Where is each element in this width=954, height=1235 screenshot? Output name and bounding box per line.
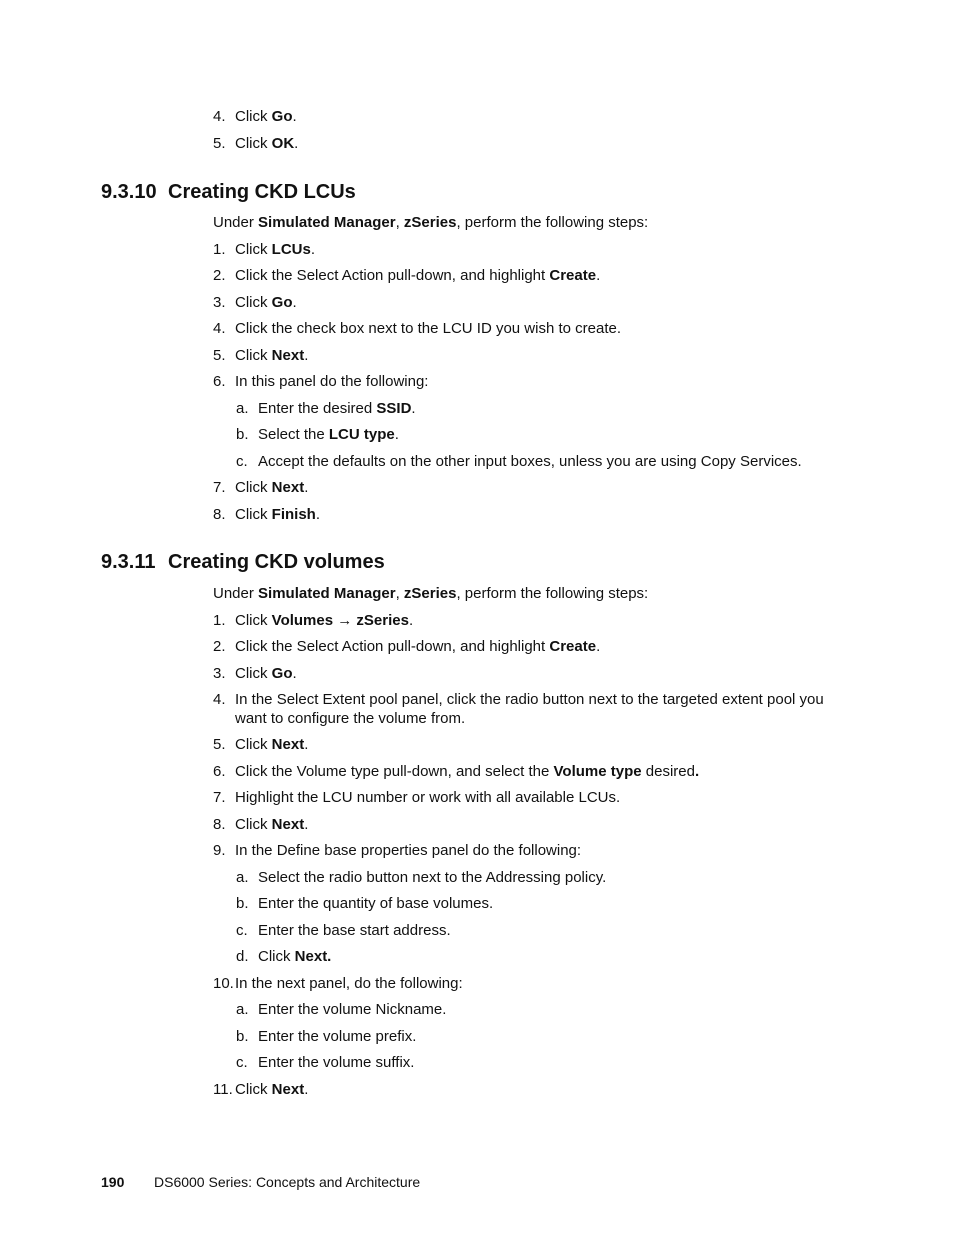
step-item: 8. Click Finish. bbox=[213, 506, 321, 523]
step-item: 11. Click Next. bbox=[213, 1081, 309, 1098]
substep-item: c. Enter the volume suffix. bbox=[236, 1054, 415, 1071]
step-item: 5. Click Next. bbox=[213, 736, 309, 753]
substep-item: a. Enter the desired SSID. bbox=[236, 400, 416, 417]
step-item: 1. Click LCUs. bbox=[213, 241, 316, 258]
section-intro: Under Simulated Manager, zSeries, perform the following steps: bbox=[213, 585, 649, 602]
step-item: 3. Click Go. bbox=[213, 665, 297, 682]
step-item: 2. Click the Select Action pull-down, and highlight Create. bbox=[213, 638, 601, 655]
step-item: 6. Click the Volume type pull-down, and select the Volume type desired. bbox=[213, 763, 700, 780]
step-item: 1. Click Volumes → zSeries. bbox=[213, 612, 414, 629]
step-item: 6. In this panel do the following: bbox=[213, 373, 429, 390]
step-item: 3. Click Go. bbox=[213, 294, 297, 311]
step-item: 5. Click Next. bbox=[213, 347, 309, 364]
step-item: 7. Click Next. bbox=[213, 479, 309, 496]
substep-item: b. Enter the volume prefix. bbox=[236, 1028, 417, 1045]
substep-item: a. Select the radio button next to the Addressing policy. bbox=[236, 869, 607, 886]
step-item: 4. Click Go. bbox=[213, 108, 297, 125]
step-item: 8. Click Next. bbox=[213, 816, 309, 833]
step-item: 10.In the next panel, do the following: bbox=[213, 975, 463, 992]
section-intro: Under Simulated Manager, zSeries, perform the following steps: bbox=[213, 214, 649, 231]
arrow-icon: → bbox=[333, 612, 357, 629]
page-number: 190 bbox=[101, 1174, 125, 1190]
substep-item: b. Enter the quantity of base volumes. bbox=[236, 895, 494, 912]
step-item: 7. Highlight the LCU number or work with all available LCUs. bbox=[213, 789, 621, 806]
step-item: 5. Click OK. bbox=[213, 135, 299, 152]
substep-item: c. Accept the defaults on the other input boxes, unless you are using Copy Services. bbox=[236, 453, 802, 470]
substep-item: b. Select the LCU type. bbox=[236, 426, 399, 443]
substep-item: a. Enter the volume Nickname. bbox=[236, 1001, 447, 1018]
book-title: DS6000 Series: Concepts and Architecture bbox=[154, 1174, 421, 1190]
substep-item: c. Enter the base start address. bbox=[236, 922, 451, 939]
step-item: 4. Click the check box next to the LCU ID you wish to create. bbox=[213, 320, 622, 337]
step-item: 4. In the Select Extent pool panel, click the radio button next to the targeted extent pool you want to configure the volume from. bbox=[213, 691, 824, 727]
section-heading-volumes: 9.3.11 Creating CKD volumes bbox=[101, 551, 385, 573]
step-item: 2. Click the Select Action pull-down, and highlight Create. bbox=[213, 267, 601, 284]
step-item: 9. In the Define base properties panel do the following: bbox=[213, 842, 582, 859]
section-heading-lcus: 9.3.10 Creating CKD LCUs bbox=[101, 181, 356, 203]
substep-item: d. Click Next. bbox=[236, 948, 332, 965]
